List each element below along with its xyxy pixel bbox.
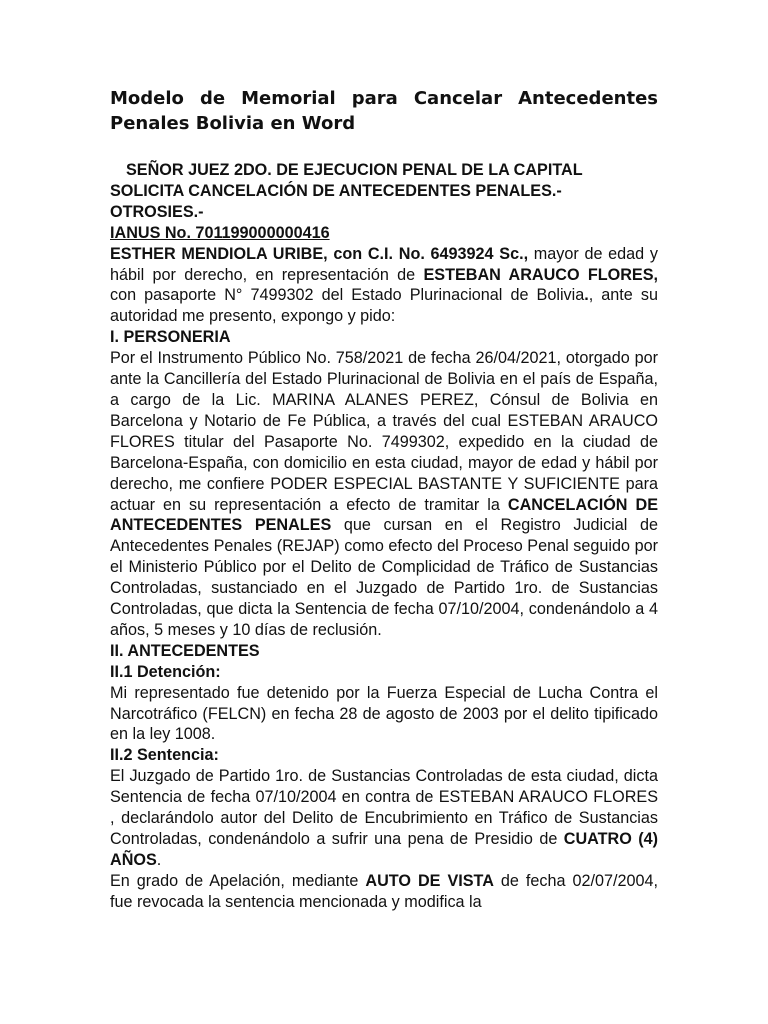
apelacion-text-2: de fecha 02/07/2004, fue revocada la sentencia mencionada y modifica la [110, 871, 658, 911]
apelacion-text-1: En grado de Apelación, mediante [110, 871, 366, 890]
intro-text-3: , ante su autoridad me presento, expongo y pido: [110, 286, 658, 326]
court-address: SEÑOR JUEZ 2DO. DE EJECUCION PENAL DE LA CAPITAL [126, 161, 583, 179]
document-body [110, 160, 658, 913]
apelacion-bold: AUTO DE VISTA [365, 871, 494, 890]
sentencia-text-1: El Juzgado de Partido 1ro. de Sustancias Controladas de esta ciudad, dicta Sentencia de fecha 07/10/2004 en contra de ESTEBAN ARAUCO FLORES , declarándolo autor del Delito de Encubrimiento en Tráfico de Sustancias Controladas, condenándolo a sufrir una pena de Presidio de [110, 767, 658, 848]
section-personeria-heading: I. PERSONERIA [110, 328, 231, 347]
intro-text-2: con pasaporte N° 7499302 del Estado Plurinacional de Bolivia [110, 286, 585, 305]
otrosies: OTROSIES.- [110, 202, 204, 221]
apelacion-paragraph [110, 871, 658, 913]
sentencia-heading: II.2 Sentencia: [110, 746, 219, 765]
request-subject: SOLICITA CANCELACIÓN DE ANTECEDENTES PENALES.- [110, 181, 562, 200]
sentencia-text-2: . [156, 850, 162, 869]
personeria-bold: CANCELACIÓN DE ANTECEDENTES PENALES [110, 495, 658, 535]
applicant-name: ESTHER MENDIOLA URIBE, con C.I. No. 6493924 Sc., [110, 244, 529, 263]
intro-paragraph [110, 244, 658, 328]
personeria-text-1: Por el Instrumento Público No. 758/2021 de fecha 26/04/2021, otorgado por ante la Cancillería del Estado Plurinacional de Bolivia en el país de España, a cargo de la Lic. MARINA ALANES PEREZ, Cónsul de Bolivia en Barcelona y Notario de Fe Pública, a través del cual ESTEBAN ARAUCO FLORES titular del Pasaporte No. 7499302, expedido en la ciudad de Barcelona-España, con domicilio en esta ciudad, mayor de edad y hábil por derecho, me confiere PODER ESPECIAL BASTANTE Y SUFICIENTE para actuar en su representación a efecto de tramitar la [110, 349, 658, 514]
intro-text-3-dot: . [584, 286, 589, 305]
personeria-paragraph [110, 348, 658, 641]
detencion-heading: II.1 Detención: [110, 662, 221, 681]
sentencia-paragraph [110, 766, 658, 871]
personeria-text-2: que cursan en el Registro Judicial de Antecedentes Penales (REJAP) como efecto del Proceso Penal seguido por el Ministerio Público por el Delito de Complicidad de Tráfico de Sustancias Controladas, sustanciado en el Juzgado de Partido 1ro. de Sustancias Controladas, que dicta la Sentencia de fecha 07/10/2004, condenándolo a 4 años, 5 meses y 10 días de reclusión. [110, 516, 658, 639]
detencion-paragraph: Mi representado fue detenido por la Fuerza Especial de Lucha Contra el Narcotráfico (FELCN) en fecha 28 de agosto de 2003 por el delito tipificado en la ley 1008. [110, 683, 658, 744]
sentencia-bold: CUATRO (4) AÑOS [110, 830, 658, 869]
ianus-number: IANUS No. 701199000000416 [110, 223, 330, 242]
document-title: Modelo de Memorial para Cancelar Antecedentes Penales Bolivia en Word [110, 88, 658, 134]
intro-text-1: mayor de edad y hábil por derecho, en representación de [110, 244, 658, 284]
section-antecedentes-heading: II. ANTECEDENTES [110, 641, 260, 660]
represented-name: ESTEBAN ARAUCO FLORES, [423, 265, 658, 284]
